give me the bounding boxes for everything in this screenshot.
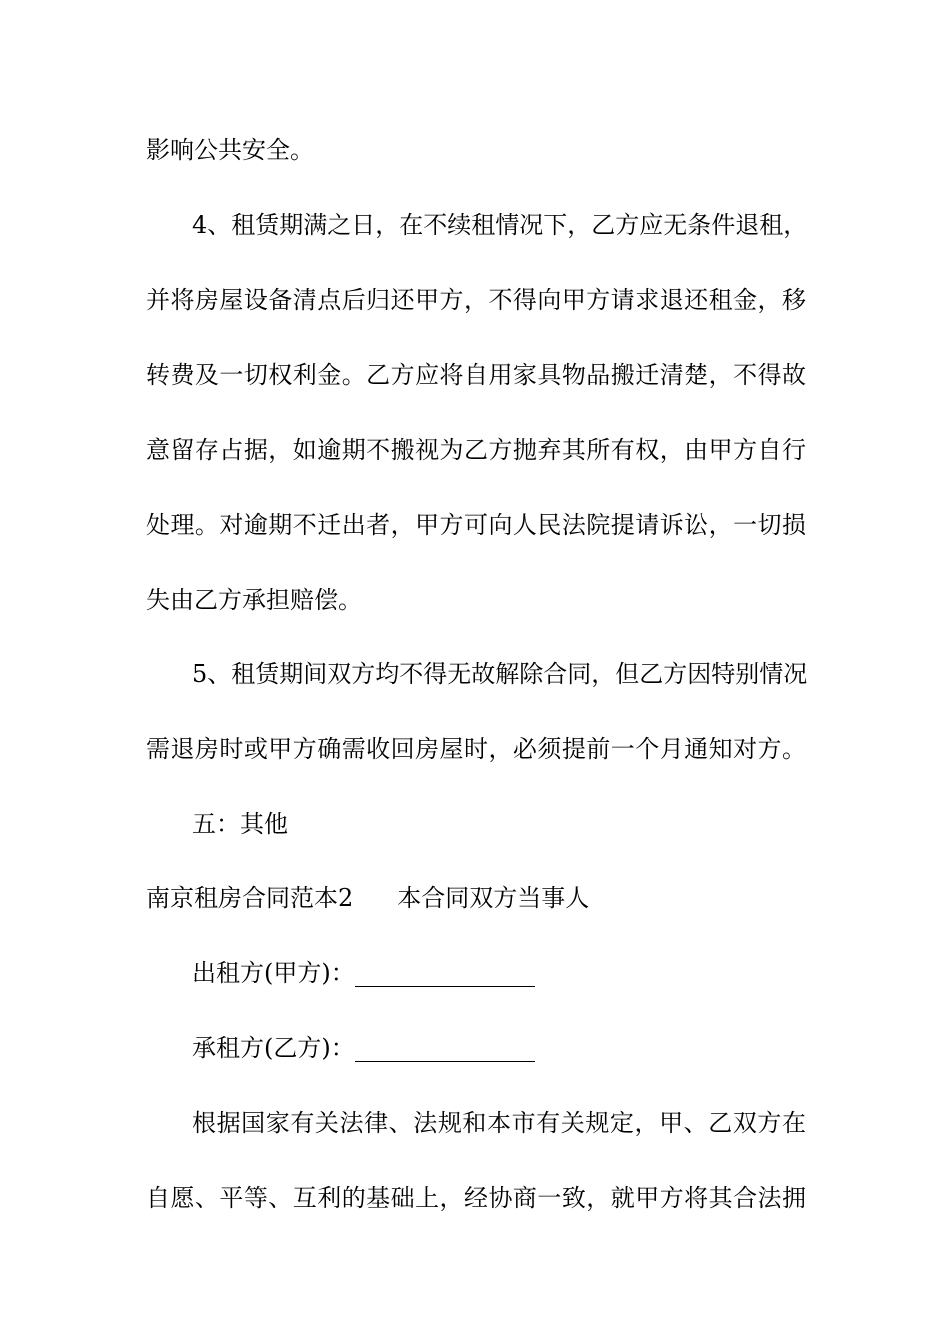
lessor-blank-line [355, 964, 535, 987]
text-line-5: 意留存占据，如逾期不搬视为乙方抛弃其所有权，由甲方自行 [146, 436, 806, 464]
lessee-label: 承租方(乙方)： [192, 1034, 355, 1062]
text-line-3: 并将房屋设备清点后归还甲方，不得向甲方请求退还租金，移 [146, 286, 806, 314]
text-line-2: 4、租赁期满之日，在不续租情况下，乙方应无条件退租， [192, 211, 808, 239]
text-line-4: 转费及一切权利金。乙方应将自用家具物品搬迁清楚，不得故 [146, 361, 806, 389]
body-line-1: 根据国家有关法律、法规和本市有关规定，甲、乙双方在 [192, 1109, 806, 1137]
section-title: 南京租房合同范本2 [146, 884, 354, 912]
text-line-7: 失由乙方承担赔偿。 [146, 586, 362, 614]
text-line-10: 五：其他 [192, 810, 288, 838]
lessee-blank-line [355, 1039, 535, 1062]
text-line-8: 5、租赁期间双方均不得无故解除合同，但乙方因特别情况 [192, 660, 808, 688]
body-line-2: 自愿、平等、互利的基础上，经协商一致，就甲方将其合法拥 [146, 1184, 806, 1212]
lessor-row [192, 957, 806, 989]
text-line-6: 处理。对逾期不迁出者，甲方可向人民法院提请诉讼，一切损 [146, 511, 806, 539]
lessee-row [192, 1032, 806, 1064]
text-line-1: 影响公共安全。 [146, 136, 314, 164]
section-subtitle: 本合同双方当事人 [397, 884, 590, 912]
text-line-9: 需退房时或甲方确需收回房屋时，必须提前一个月通知对方。 [146, 735, 806, 763]
section-heading [146, 882, 806, 914]
lessor-label: 出租方(甲方)： [192, 959, 355, 987]
